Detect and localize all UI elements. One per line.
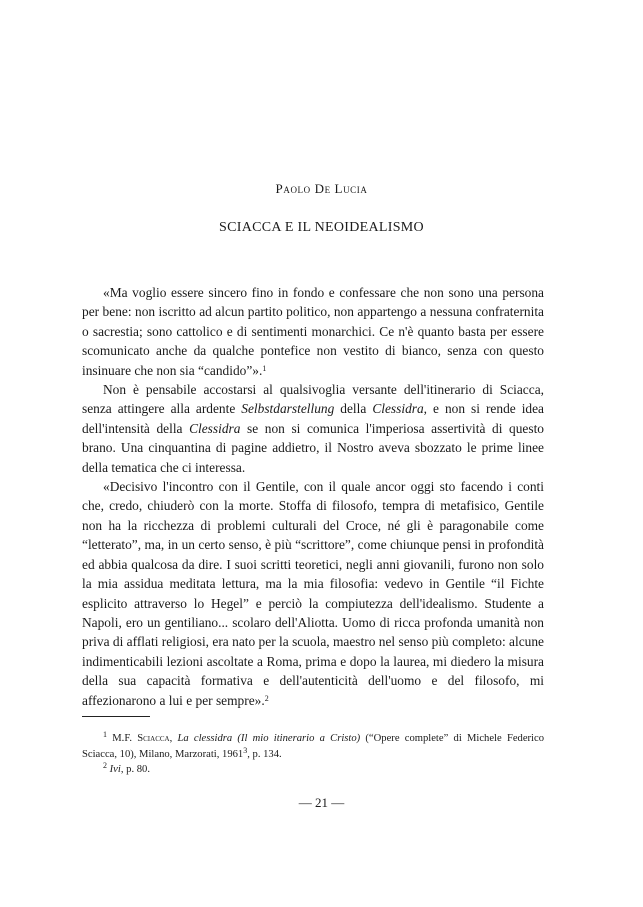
chapter-author: Paolo De Lucia [275, 181, 368, 196]
footnote-1-edition: 3 [243, 745, 248, 755]
commentary-italic-selbstdarstellung: Selbstdarstellung [241, 401, 335, 417]
footnote-1-title: La clessidra (Il mio itinerario a Cristo) [177, 733, 361, 744]
commentary-text-b: della [334, 401, 373, 417]
footnote-1-author: M.F. Sciacca [112, 733, 170, 744]
footnotes [82, 731, 544, 778]
footnote-2 [82, 762, 544, 778]
footnote-2-number: 2 [103, 761, 107, 770]
footnote-1 [82, 731, 544, 762]
page-number: — 21 — [298, 795, 345, 810]
footnote-separator [82, 716, 150, 717]
commentary-text-a: Non è pensabile accostarsi al qualsivoglia versante dell'itinerario di Sciacca, senza attingere alla ardente [82, 382, 544, 417]
quote-2-text: «Decisivo l'incontro con il Gentile, con il quale ancor oggi sto facendo i conti che, credo, chiuderò con la morte. Stoffa di filosofo, tempra di metafisico, Gentile non ha la ricchezza di problemi culturali del Croce, né gli è paragonabile come “letterato”, ma, in un certo senso, è più “scrittore”, come chiunque pensi in profondità ed abbia qualcosa da dire. I suoi scritti teoretici, negli anni giovanili, furono non solo la mia assidua meditata lettura, ma la mia filosofia: vedevo in Gentile “il Fichte esplicito attraverso lo Hegel” e perciò la compiutezza dell'idealismo. Studente a Napoli, ero un gentiliano... scolaro dell'Aliotta. Uomo di ricca profonda umanità non priva di afflati religiosi, era nato per la scuola, maestro nel senso più completo: alcune indimenticabili lezioni ascoltate a Roma, prima e dopo la laurea, mi diedero la misura della sua capacità formativa e dell'autenticità dell'uomo e del filosofo, mi affezionarono a lui e per sempre». [82, 479, 544, 708]
footnote-1-number: 1 [103, 730, 107, 739]
quote-1-text: «Ma voglio essere sincero fino in fondo e confessare che non sono una persona per bene: non iscritto ad alcun partito politico, non appartengo a nessuna confraternita o sacrestia; sono cattolico e di sentimenti monarchici. Ce n'è quanto basta per essere scomunicato anche da qualche pontefice non vestito di bianco, senza con questo insinuare che non sia “candido”». [82, 285, 544, 378]
commentary-italic-clessidra-2: Clessidra [189, 420, 241, 436]
commentary-italic-clessidra-1: Clessidra [372, 401, 424, 417]
commentary-text-d: se non si comunica l'imperiosa assertività di questo brano. Una cinquantina di pagine addietro, il Nostro aveva sbozzato le prime linee della tematica che ci interessa. [82, 420, 544, 475]
footnote-ref-2: 2 [264, 693, 269, 703]
commentary-text-c: , e non si rende idea dell'intensità della [82, 401, 545, 436]
footnote-2-ibid: Ivi [109, 764, 121, 775]
footnote-ref-1: 1 [262, 363, 267, 373]
main-text [82, 283, 544, 710]
chapter-title: SCIACCA E IL NEOIDEALISMO [219, 220, 424, 235]
footnote-1-separator: , [169, 733, 178, 744]
footnote-1-text-b: , p. 134. [247, 748, 282, 760]
paragraph-quote-1 [82, 283, 544, 380]
footnote-2-text: , p. 80. [120, 764, 150, 775]
paragraph-commentary [82, 380, 544, 477]
paragraph-quote-2 [82, 477, 544, 710]
footnote-1-text-a: (“Opere complete” di Michele Federico Sciacca, 10), Milano, Marzorati, 1961 [82, 733, 545, 760]
